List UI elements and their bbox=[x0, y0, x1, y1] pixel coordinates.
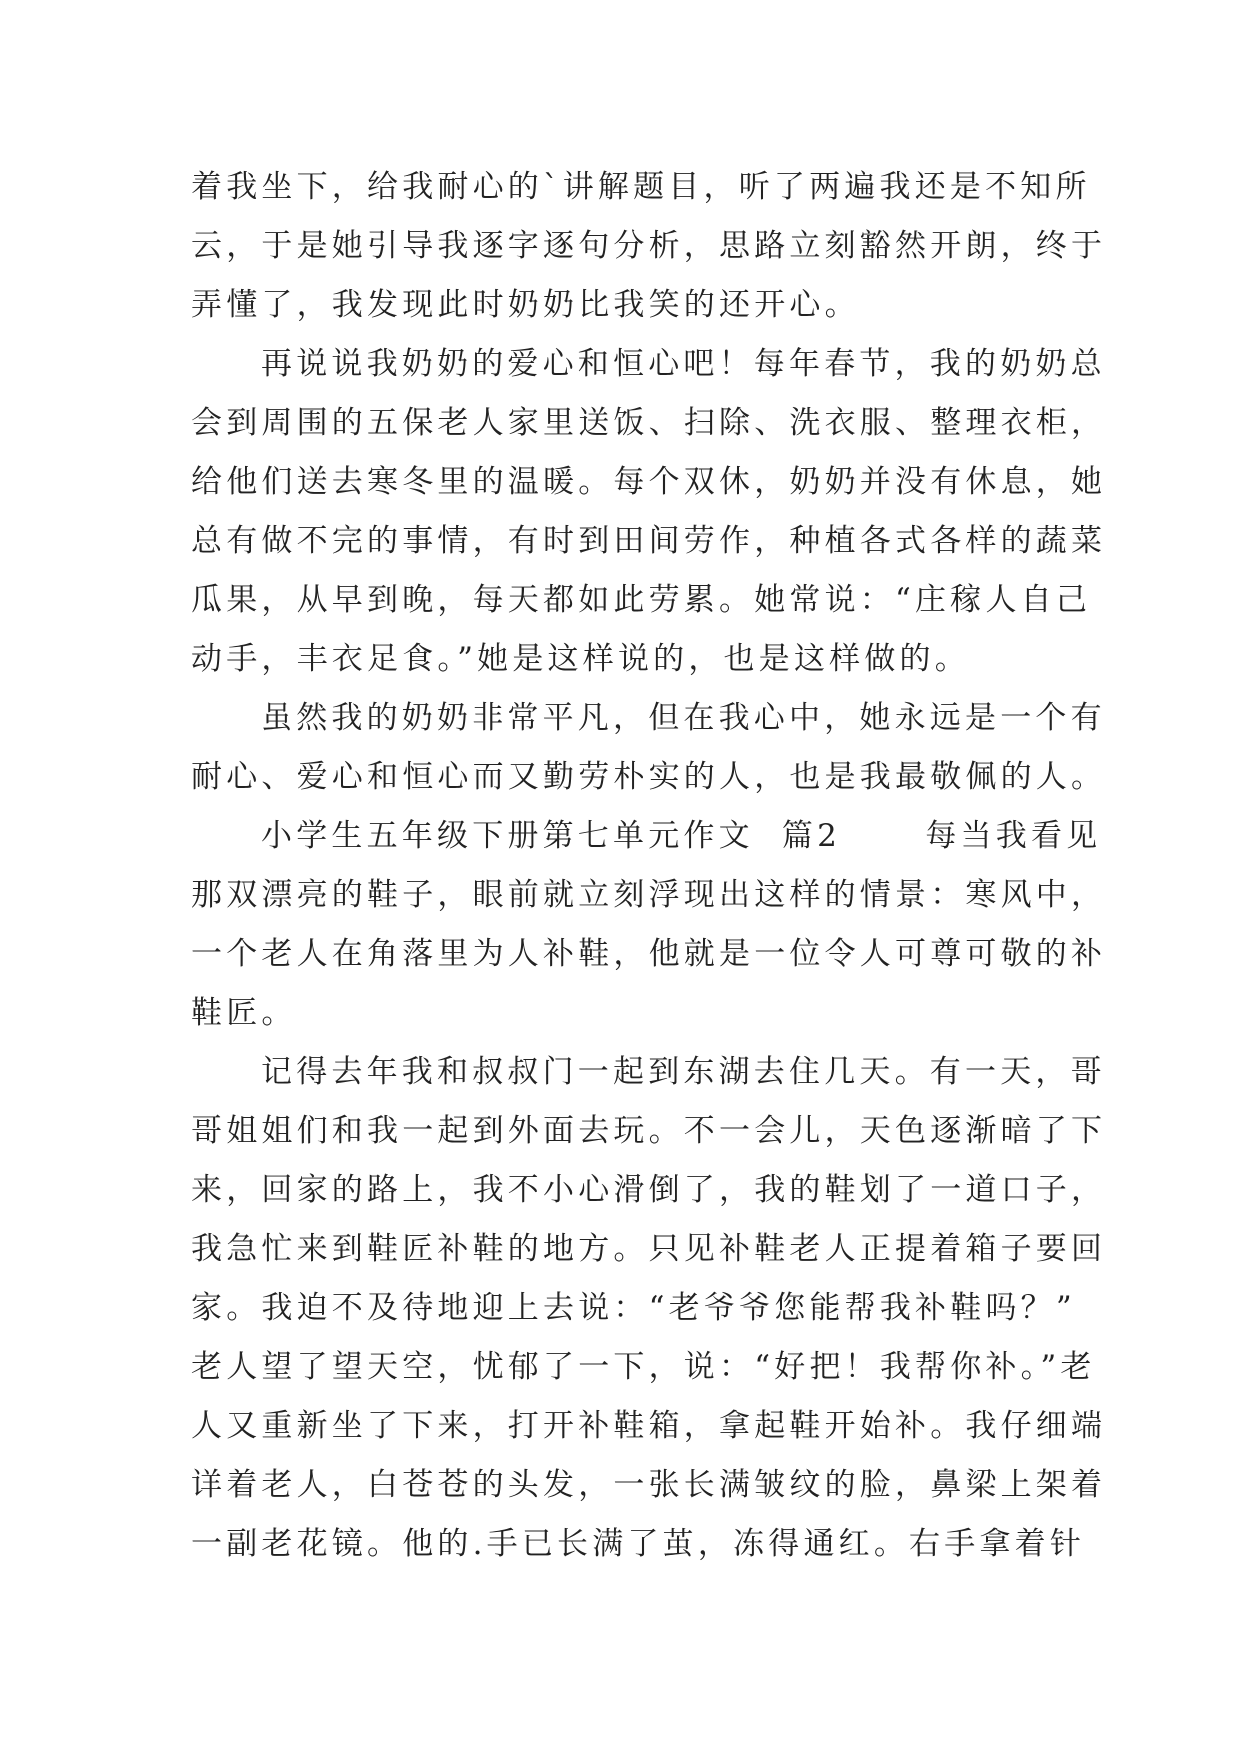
text-line: 小学生五年级下册第七单元作文 篇2 每当我看见 bbox=[261, 818, 1102, 854]
text-line: 瓜果，从早到晚，每天都如此劳累。她常说：“庄稼人自己 bbox=[191, 582, 1092, 618]
text-line: 老人望了望天空，忧郁了一下，说：“好把！我帮你补。”老 bbox=[191, 1349, 1096, 1385]
text-line: 哥姐姐们和我一起到外面去玩。不一会儿，天色逐渐暗了下 bbox=[191, 1113, 1107, 1149]
text-line: 人又重新坐了下来，打开补鞋箱，拿起鞋开始补。我仔细端 bbox=[191, 1408, 1107, 1444]
text-line: 会到周围的五保老人家里送饭、扫除、洗衣服、整理衣柜， bbox=[191, 405, 1107, 441]
text-line: 弄懂了，我发现此时奶奶比我笑的还开心。 bbox=[191, 287, 860, 323]
text-line: 记得去年我和叔叔门一起到东湖去住几天。有一天，哥 bbox=[261, 1054, 1106, 1090]
text-line: 详着老人，白苍苍的头发，一张长满皱纹的脸，鼻梁上架着 bbox=[191, 1467, 1107, 1503]
text-line: 我急忙来到鞋匠补鞋的地方。只见补鞋老人正提着箱子要回 bbox=[191, 1231, 1107, 1267]
body-text bbox=[191, 158, 1107, 1574]
text-line: 来，回家的路上，我不小心滑倒了，我的鞋划了一道口子， bbox=[191, 1172, 1107, 1208]
text-line: 耐心、爱心和恒心而又勤劳朴实的人，也是我最敬佩的人。 bbox=[191, 759, 1107, 795]
text-line: 着我坐下，给我耐心的`讲解题目，听了两遍我还是不知所 bbox=[191, 169, 1091, 205]
text-line: 动手，丰衣足食。”她是这样说的，也是这样做的。 bbox=[191, 641, 970, 677]
text-line: 一个老人在角落里为人补鞋，他就是一位令人可尊可敬的补 bbox=[191, 936, 1107, 972]
text-line: 一副老花镜。他的.手已长满了茧，冻得通红。右手拿着针 bbox=[191, 1526, 1086, 1562]
text-line: 家。我迫不及待地迎上去说：“老爷爷您能帮我补鞋吗？” bbox=[191, 1290, 1076, 1326]
text-line: 云，于是她引导我逐字逐句分析，思路立刻豁然开朗，终于 bbox=[191, 228, 1107, 264]
text-line: 再说说我奶奶的爱心和恒心吧！每年春节，我的奶奶总 bbox=[261, 346, 1106, 382]
text-line: 给他们送去寒冬里的温暖。每个双休，奶奶并没有休息，她 bbox=[191, 464, 1107, 500]
text-line: 总有做不完的事情，有时到田间劳作，种植各式各样的蔬菜 bbox=[191, 523, 1107, 559]
text-line: 那双漂亮的鞋子，眼前就立刻浮现出这样的情景：寒风中， bbox=[191, 877, 1107, 913]
text-line: 虽然我的奶奶非常平凡，但在我心中，她永远是一个有 bbox=[261, 700, 1106, 736]
text-line: 鞋匠。 bbox=[191, 995, 297, 1031]
